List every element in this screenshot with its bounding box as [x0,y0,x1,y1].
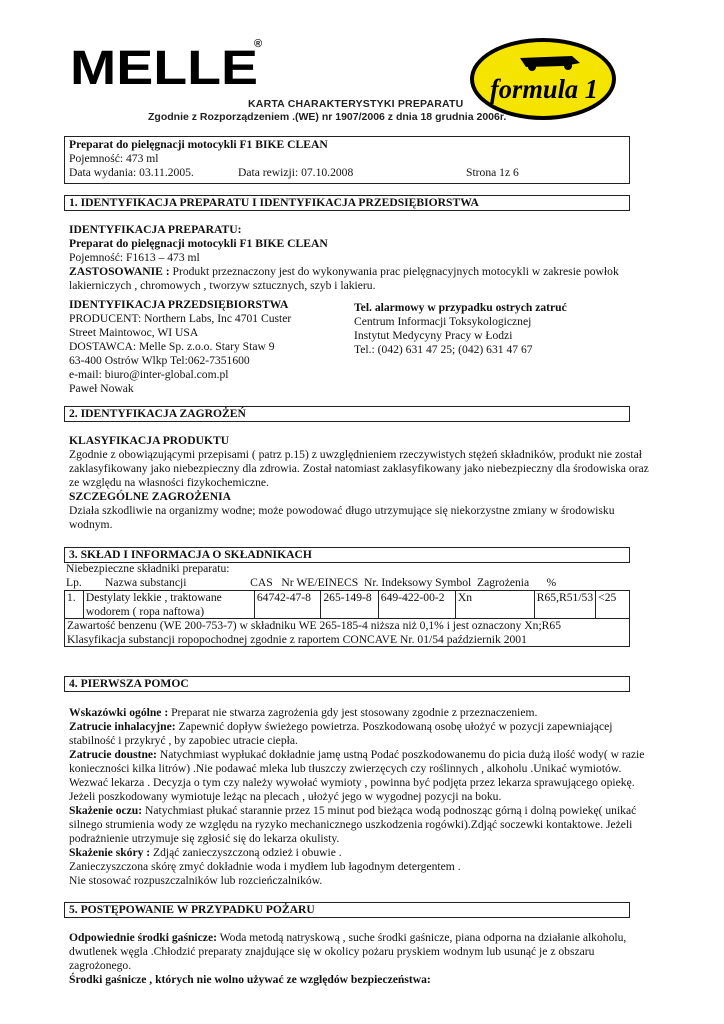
eye-text-2: silnego strumienia wody ze względu na ryzyko mechanicznego uszkodzenia rogówki).Zdjąć soczewki kontaktowe. Jeżeli [69,818,633,831]
company-email[interactable]: e-mail: biuro@inter-global.com.pl [69,368,229,381]
melle-logo-text: MELLE [70,42,258,88]
usage-text-2: lakierniczych , chromowych , tworzyw sztucznych, szyb i lakieru. [69,279,376,292]
alarm-phone: Tel.: (042) 631 47 25; (042) 631 47 67 [354,343,533,356]
oral-text-2: konieczności kilka litrów) .Nie podawać mleka lub tłuszczy zwierzęcych czy roślinnych , alkoholu .Unikać wymiotów. [69,762,622,775]
cell-index: 649-422-00-2 [378,591,455,619]
info-issue-date: Data wydania: 03.11.2005. [69,166,194,179]
oral-text-3: Wezwać lekarza . Decyzja o tym czy należy wywołać wymioty , powinna być podjęta przez lekarza sprawującego opiekę. [69,776,635,789]
doc-title: KARTA CHARAKTERYSTYKI PREPARATU [248,98,464,110]
cell-pct: <25 [596,591,630,619]
cell-name [83,591,254,619]
class-line: zaklasyfikowany jako niebezpieczny dla zdrowia. Został natomiast zaklasyfikowany jako niebezpieczny dla środowiska oraz [69,462,649,475]
ext-text-2: dwutlenek węgla .Chłodzić preparaty znajdujące się w okolicy pożaru pryskiem wodnym lub usunąć je z obszaru [69,945,595,958]
class-line: Zgodnie z obowiązującymi przepisami ( patrz p.15) z uwzględnieniem rzeczywistych stężeń składników, produkt nie został [69,448,642,461]
components-columns: Lp. Nazwa substancji CAS Nr WE/EINECS Nr. Indeksowy Symbol Zagrożenia % [66,576,557,589]
alarm-line: Centrum Informacji Toksykologicznej [354,315,532,328]
hazard-line: wodnym. [69,518,113,531]
skin-text-3: Nie stosować rozpuszczalników lub rozcieńczalników. [69,874,323,887]
table-row [65,619,630,647]
info-page: Strona 1z 6 [466,166,519,179]
company-line: Paweł Nowak [69,382,134,395]
general-label: Wskazówki ogólne : [69,706,169,719]
eye-line [69,804,636,818]
cell-name-1: Destylaty lekkie , traktowane [85,591,222,604]
section-5-heading: 5. POSTĘPOWANIE W PRZYPADKU POŻARU [64,902,630,918]
oral-text-4: Jeżeli poszkodowany wymiotuje leżąc na plecach , ułożyć jego w wygodnej pozycji na boku. [69,790,502,803]
info-product: Preparat do pielęgnacji motocykli F1 BIKE CLEAN [69,138,328,151]
oral-label: Zatrucie doustne: [69,748,157,761]
inhal-line [69,720,612,734]
components-intro: Niebezpieczne składniki preparatu: [66,562,230,575]
company-line: 63-400 Ostrów Wlkp Tel:062-7351600 [69,354,250,367]
components-table [64,590,630,647]
usage-label: ZASTOSOWANIE : [69,265,170,278]
cell-risk: R65,R51/53 [534,591,595,619]
ident-capacity: Pojemność: F1613 – 473 ml [69,251,200,264]
usage-text-1: Produkt przeznaczony jest do wykonywania prac pielęgnacyjnych motocykli w zakresie powłok [169,265,619,278]
components-notes [65,619,630,647]
skin-text-1: Zdjąć zanieczyszczoną odzież i obuwie . [150,846,342,859]
company-title: IDENTYFIKACJA PRZEDSIĘBIORSTWA [69,298,289,311]
eye-label: Skażenie oczu: [69,804,143,817]
section-4-heading: 4. PIERWSZA POMOC [64,676,630,692]
skin-label: Skażenie skóry : [69,846,151,859]
company-line: Street Maintowoc, WI USA [69,326,199,339]
doc-subtitle: Zgodnie z Rozporządzeniem .(WE) nr 1907/2006 z dnia 18 grudnia 2006r. [148,111,507,123]
ident-title: IDENTYFIKACJA PREPARATU: [69,223,242,236]
alarm-title: Tel. alarmowy w przypadku ostrych zatruć [354,301,567,314]
section-3-heading: 3. SKŁAD I INFORMACJA O SKŁADNIKACH [64,547,630,563]
class-line: ze względu na własności fizykochemiczne. [69,476,269,489]
company-line: PRODUCENT: Northern Labs, Inc 4701 Custer [69,312,292,325]
forbidden-agents: Środki gaśnicze , których nie wolno używać ze względów bezpieczeństwa: [69,973,431,986]
ident-product: Preparat do pielęgnacji motocykli F1 BIKE CLEAN [69,237,328,250]
hazard-title: SZCZEGÓLNE ZAGROŻENIA [69,490,232,503]
eye-text-3: podrażnienie utrzymuje się zgłosić się do lekarza okulisty. [69,832,340,845]
hazard-line: Działa szkodliwie na organizmy wodne; może powodować długo utrzymujące się niekorzystne zmiany w środowisku [69,504,615,517]
cell-lp: 1. [65,591,84,619]
cell-name-2: wodorem ( ropa naftowa) [85,604,205,618]
cell-ec: 265-149-8 [321,591,378,619]
inhal-label: Zatrucie inhalacyjne: [69,720,176,733]
general-text: Preparat nie stwarza zagrożenia gdy jest stosowany zgodnie z przeznaczeniem. [168,706,538,719]
oral-line [69,748,644,762]
formula1-logo [468,36,618,122]
ext-text-1: Woda metodą natryskową , suche środki gaśnicze, piana odporna na działanie alkoholu, [216,931,627,944]
cell-cas: 64742-47-8 [254,591,320,619]
registered-mark: ® [254,38,263,50]
section-2-heading: 2. IDENTYFIKACJA ZAGROŻEŃ [64,406,630,422]
inhal-text-2: stabilność i przykryć , by zapobiec utracie ciepła. [69,734,298,747]
melle-logo [70,42,270,88]
info-capacity: Pojemność: 473 ml [69,152,159,165]
inhal-text-1: Zapewnić dopływ świeżego powietrza. Poszkodowaną osobę ułożyć w pozycji zapewniającej [175,720,613,733]
eye-text-1: Natychmiast płukać starannie przez 15 minut pod bieżąca wodą podnosząc górną i dolną powiekę( unikać [142,804,637,817]
general-line [69,706,537,720]
ext-text-3: zagrożonego. [69,959,132,972]
note-line: Klasyfikacja substancji ropopochodnej zgodnie z raportem CONCAVE Nr. 01/54 październik 2001 [67,632,527,646]
skin-line [69,846,342,860]
ext-label: Odpowiednie środki gaśnicze: [69,931,217,944]
class-title: KLASYFIKACJA PRODUKTU [69,434,230,447]
info-revision-date: Data rewizji: 07.10.2008 [238,166,354,179]
section-1-heading: 1. IDENTYFIKACJA PREPARATU I IDENTYFIKACJA PRZEDSIĘBIORSTWA [64,195,630,211]
skin-text-2: Zanieczyszczona skórę zmyć dokładnie woda i mydłem lub łagodnym detergentem . [69,860,461,873]
ext-line [69,931,626,945]
usage-line-1 [69,265,619,279]
oral-text-1: Natychmiast wypłukać dokładnie jamę ustną Podać poszkodowanemu do picia dużą ilość wody( w razie [156,748,645,761]
note-line: Zawartość benzenu (WE 200-753-7) w składniku WE 265-185-4 niższa niż 0,1% i jest oznaczony Xn;R65 [67,619,561,633]
alarm-line: Instytut Medycyny Pracy w Łodzi [354,329,513,342]
formula1-logo-text: formula 1 [490,74,598,104]
cell-symbol: Xn [455,591,534,619]
company-line: DOSTAWCA: Melle Sp. z.o.o. Stary Staw 9 [69,340,275,353]
table-row [65,591,630,619]
